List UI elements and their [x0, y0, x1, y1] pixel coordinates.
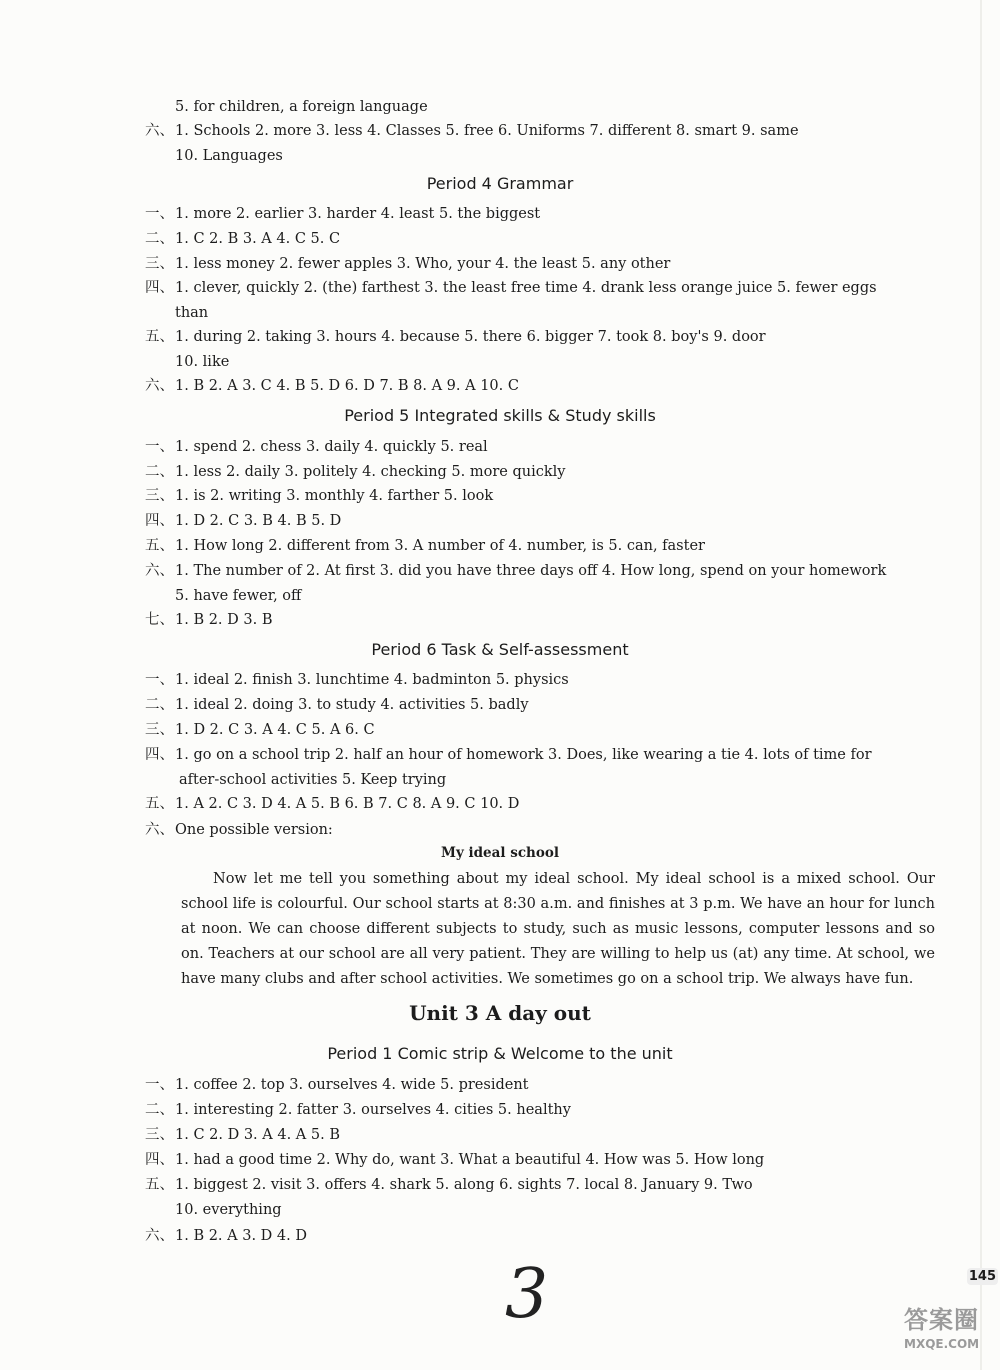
- answer-line: 七、1. B 2. D 3. B: [145, 612, 273, 628]
- answer-line: 五、1. A 2. C 3. D 4. A 5. B 6. B 7. C 8. A 9. C 10. D: [145, 796, 520, 812]
- answer-line: 一、1. ideal 2. finish 3. lunchtime 4. badminton 5. physics: [145, 672, 569, 688]
- answer-line: 10. everything: [175, 1202, 282, 1218]
- answer-line: 四、1. D 2. C 3. B 4. B 5. D: [145, 513, 342, 529]
- answer-line: 二、1. C 2. B 3. A 4. C 5. C: [145, 231, 341, 247]
- answer-line: 三、1. is 2. writing 3. monthly 4. farther 5. look: [145, 488, 494, 504]
- section-heading: Period 6 Task & Self-assessment: [371, 640, 629, 659]
- answer-line: 三、1. less money 2. fewer apples 3. Who, your 4. the least 5. any other: [145, 256, 671, 272]
- answer-line: 五、1. during 2. taking 3. hours 4. because 5. there 6. bigger 7. took 8. boy's 9. door: [145, 329, 766, 345]
- answer-line: 四、1. go on a school trip 2. half an hour of homework 3. Does, like wearing a tie 4. lots of time for: [145, 747, 872, 763]
- answer-line: than: [175, 305, 209, 321]
- answer-line: 六、One possible version:: [145, 822, 333, 838]
- answer-line: 三、1. D 2. C 3. A 4. C 5. A 6. C: [145, 722, 375, 738]
- watermark-cn: 答案圈: [904, 1306, 979, 1334]
- answer-line: 一、1. spend 2. chess 3. daily 4. quickly 5. real: [145, 439, 488, 455]
- answer-line: 一、1. more 2. earlier 3. harder 4. least 5. the biggest: [145, 206, 541, 222]
- section-heading: Period 5 Integrated skills & Study skills: [344, 406, 656, 425]
- unit-title: Unit 3 A day out: [409, 1001, 591, 1025]
- answer-line: after-school activities 5. Keep trying: [179, 772, 447, 788]
- answer-line: 六、1. B 2. A 3. D 4. D: [145, 1228, 307, 1244]
- answer-line: 10. Languages: [175, 148, 283, 164]
- section-heading: Period 4 Grammar: [426, 174, 574, 193]
- page-edge-shadow: [980, 0, 982, 1370]
- handwritten-mark: 3: [505, 1255, 549, 1334]
- section-heading: Period 1 Comic strip & Welcome to the unit: [327, 1044, 673, 1063]
- answer-line: 三、1. C 2. D 3. A 4. A 5. B: [145, 1127, 340, 1143]
- answer-line: 六、1. The number of 2. At first 3. did you have three days off 4. How long, spend on your homework: [145, 563, 887, 579]
- answer-line: 四、1. had a good time 2. Why do, want 3. What a beautiful 4. How was 5. How long: [145, 1152, 765, 1168]
- answer-line: 五、1. biggest 2. visit 3. offers 4. shark 5. along 6. sights 7. local 8. January 9. Two: [145, 1177, 753, 1193]
- answer-line: 5. have fewer, off: [175, 588, 302, 604]
- answer-line: 二、1. less 2. daily 3. politely 4. checking 5. more quickly: [145, 464, 566, 480]
- answer-line: 六、1. Schools 2. more 3. less 4. Classes 5. free 6. Uniforms 7. different 8. smart 9. same: [145, 123, 799, 139]
- answer-line: 二、1. ideal 2. doing 3. to study 4. activities 5. badly: [145, 697, 529, 713]
- answer-line: 5. for children, a foreign language: [175, 99, 428, 115]
- answer-line: 四、1. clever, quickly 2. (the) farthest 3. the least free time 4. drank less orange juice 5. fewer eggs: [145, 280, 877, 296]
- answer-line: 二、1. interesting 2. fatter 3. ourselves 4. cities 5. healthy: [145, 1102, 571, 1118]
- essay-body: Now let me tell you something about my ideal school. My ideal school is a mixed school. Our school life is colourful. Our school starts at 8:30 a.m. and finishes at 3 p.m. We have an hour for lunch at noon. We can choose different subjects to study, such as music lessons, computer lessons and so on. Teachers at our school are all very patient. They are willing to help us (at) any time. At school, we have many clubs and after school activities. We sometimes go on a school trip. We always have fun.: [181, 871, 935, 987]
- answer-line: 五、1. How long 2. different from 3. A number of 4. number, is 5. can, faster: [145, 538, 705, 554]
- answer-line: 一、1. coffee 2. top 3. ourselves 4. wide 5. president: [145, 1077, 529, 1093]
- essay-title: My ideal school: [441, 845, 559, 861]
- answer-line: 10. like: [175, 354, 230, 370]
- page-number: 145: [968, 1269, 996, 1284]
- watermark-en: MXQE.COM: [904, 1337, 980, 1351]
- watermark-logo: [904, 1300, 994, 1360]
- answer-line: 六、1. B 2. A 3. C 4. B 5. D 6. D 7. B 8. A 9. A 10. C: [145, 378, 519, 394]
